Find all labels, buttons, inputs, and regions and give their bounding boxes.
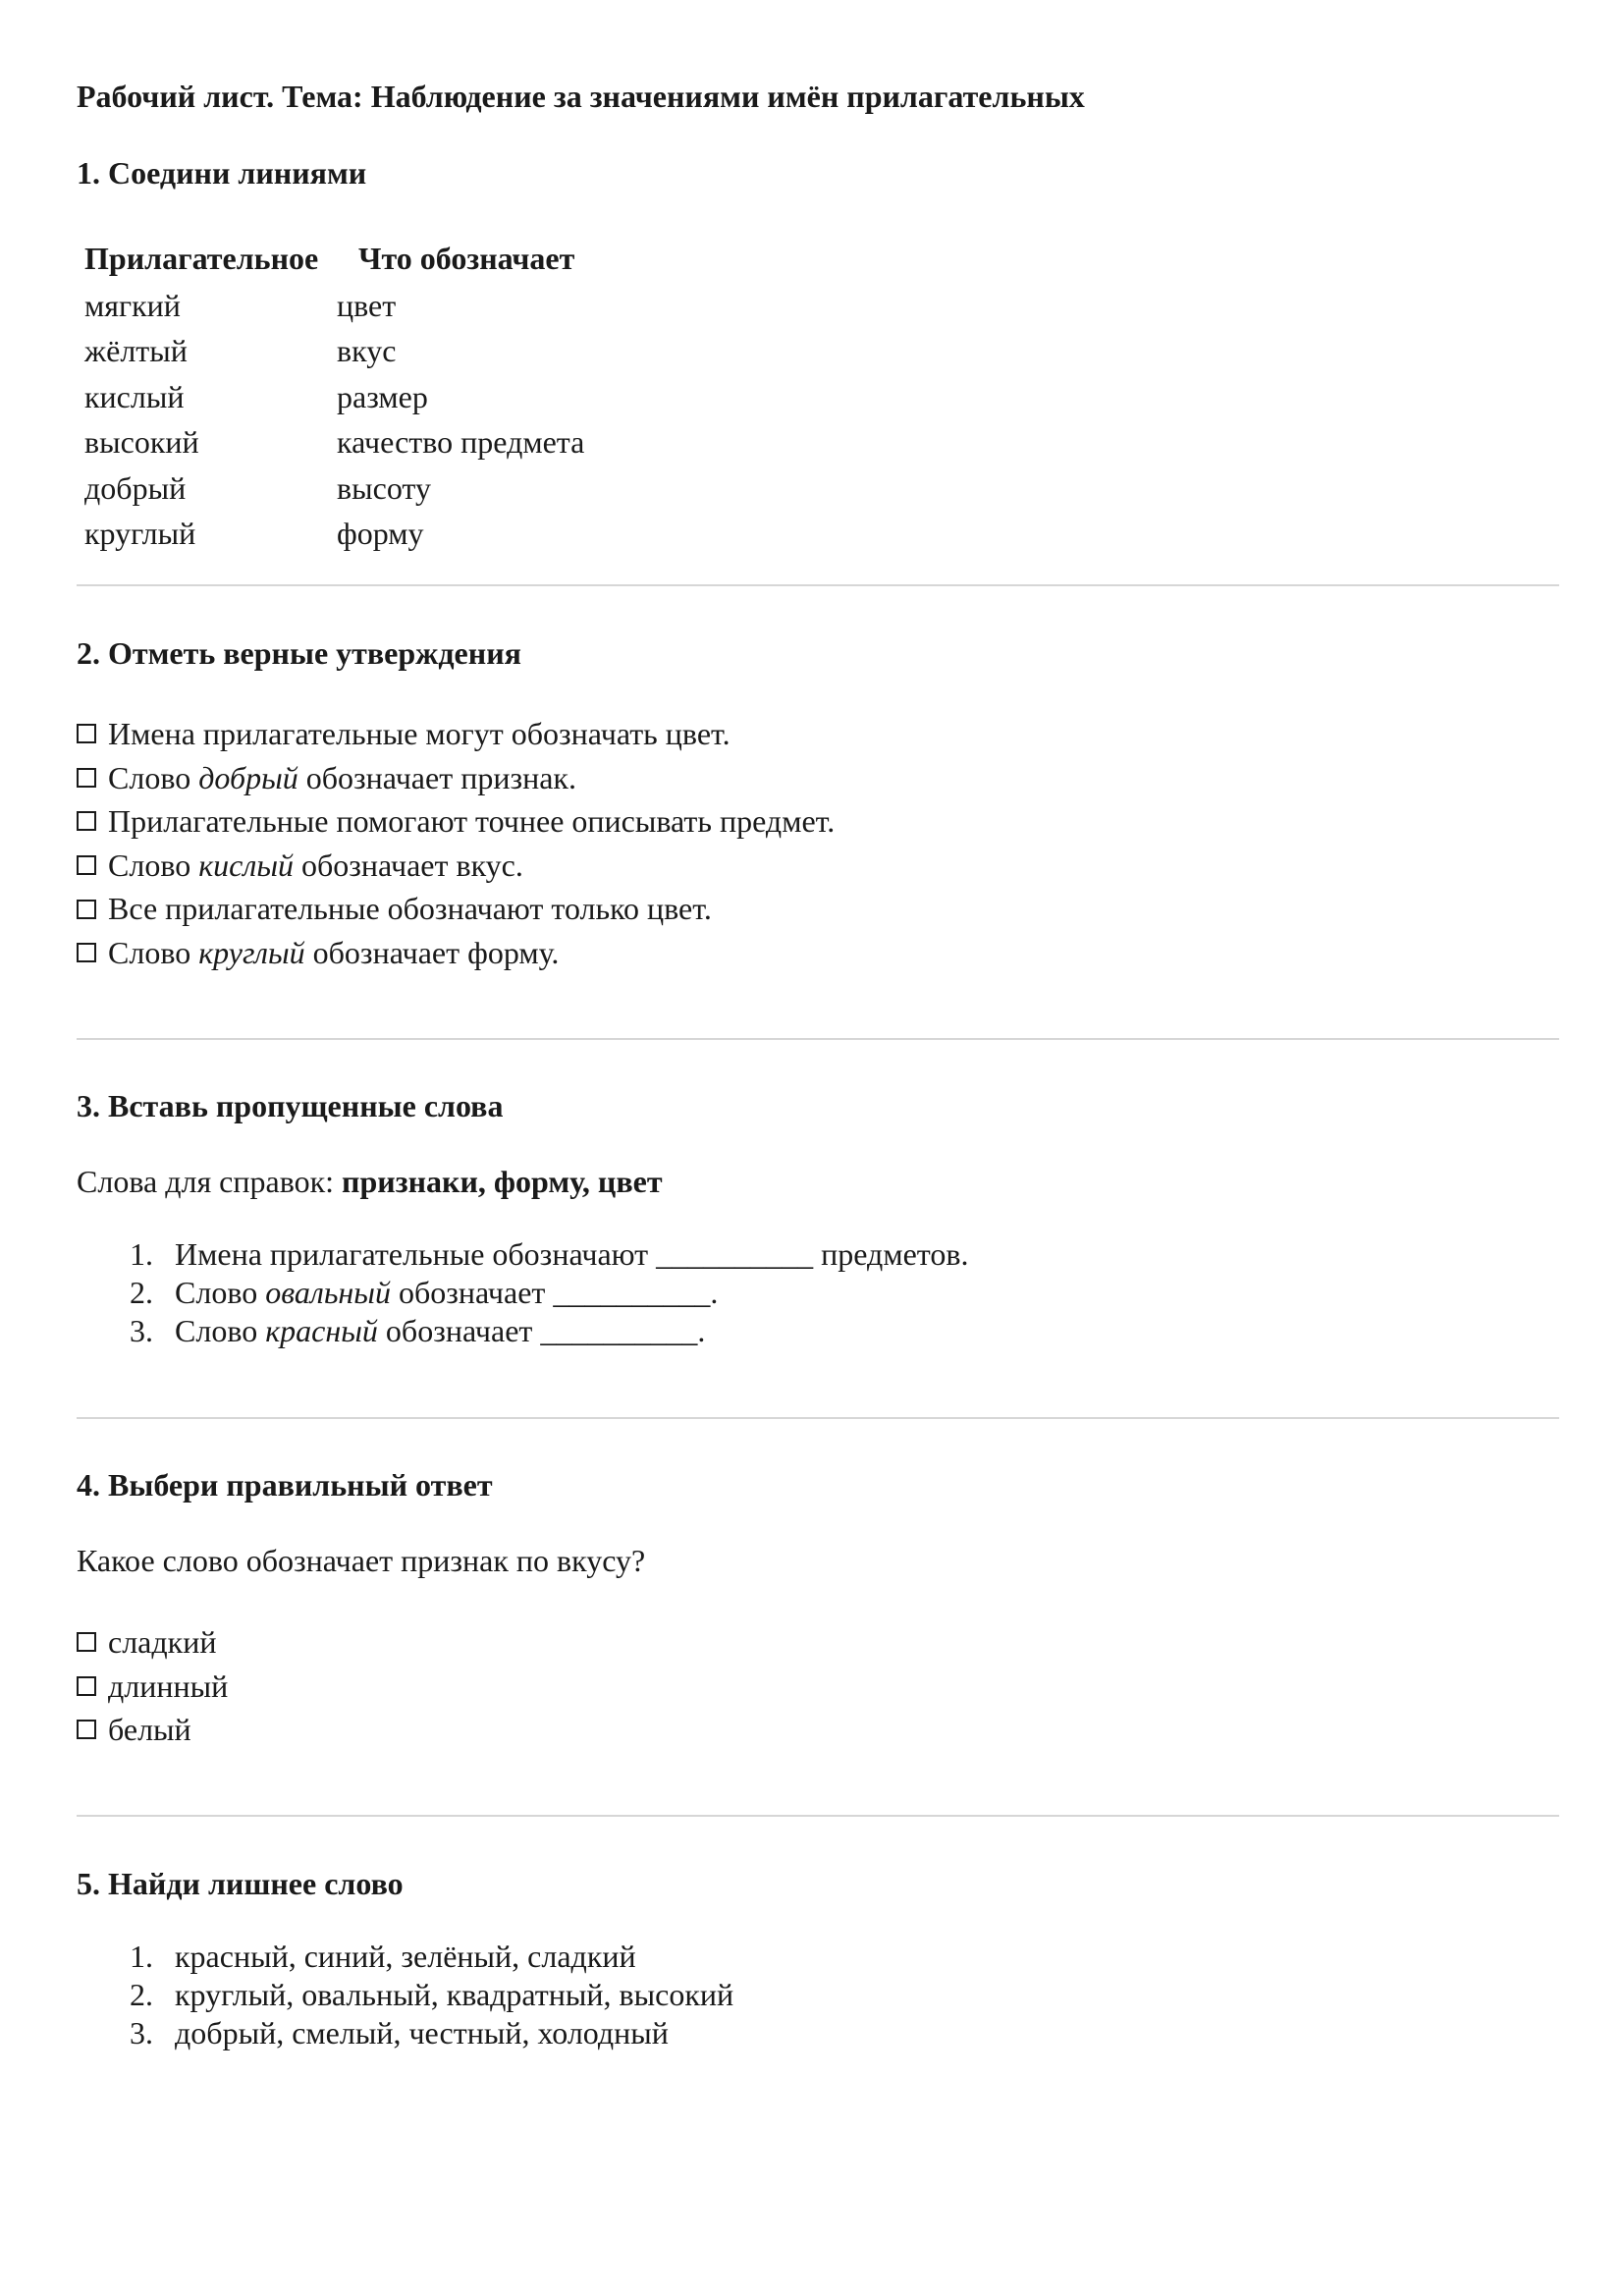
hint-words: признаки, форму, цвет (342, 1164, 663, 1199)
list-item (77, 712, 835, 756)
item-number: 1. (130, 1236, 153, 1272)
option-label: белый (108, 1712, 191, 1748)
sentence-text: обозначает (390, 1275, 554, 1310)
checkbox[interactable] (77, 811, 96, 831)
section4-heading: 4. Выбери правильный ответ (77, 1467, 493, 1503)
list-item (77, 1976, 733, 2014)
table-row (84, 329, 584, 375)
sentence-text: предметов. (813, 1236, 969, 1272)
statement-text: обозначает признак. (298, 759, 576, 795)
sentence-text: Имена прилагательные обозначают (175, 1236, 657, 1272)
option-label: сладкий (108, 1624, 217, 1660)
checkbox[interactable] (77, 900, 96, 919)
meaning-cell[interactable]: форму (337, 516, 424, 552)
word-group: добрый, смелый, честный, холодный (175, 2015, 669, 2050)
fill-blanks-list (77, 1235, 968, 1350)
table-row (84, 512, 584, 558)
meaning-cell[interactable]: вкус (337, 333, 397, 369)
section2-heading: 2. Отметь верные утверждения (77, 635, 521, 671)
adjective-cell[interactable]: жёлтый (84, 333, 188, 369)
section-divider (77, 1815, 1559, 1817)
section1-heading: 1. Соедини линиями (77, 155, 367, 191)
statement-text: Все прилагательные обозначают только цвет. (108, 891, 712, 927)
list-item (77, 1665, 228, 1709)
section-divider (77, 584, 1559, 586)
adjective-cell[interactable]: добрый (84, 469, 187, 506)
sentence-text: . (710, 1275, 719, 1310)
section-divider (77, 1417, 1559, 1419)
list-item (77, 1620, 228, 1665)
table-row (84, 283, 584, 329)
meaning-cell[interactable]: размер (337, 378, 428, 414)
list-item (77, 2014, 733, 2052)
hint-label: Слова для справок: (77, 1164, 343, 1199)
item-number: 3. (130, 1313, 153, 1348)
hint-line (77, 1164, 663, 1200)
statement-text: Слово (108, 847, 199, 883)
statement-word: круглый (198, 934, 305, 970)
option-label: длинный (108, 1667, 229, 1704)
item-number: 2. (130, 1275, 153, 1310)
sentence-text: Слово (175, 1313, 266, 1348)
odd-word-list (77, 1938, 733, 2052)
statement-text: обозначает форму. (304, 934, 560, 970)
list-item (77, 1274, 968, 1312)
section3-heading: 3. Вставь пропущенные слова (77, 1088, 504, 1123)
item-number: 2. (130, 1977, 153, 2012)
word-group: круглый, овальный, квадратный, высокий (175, 1977, 734, 2012)
list-item (77, 844, 835, 888)
page-title: Рабочий лист. Тема: Наблюдение за значениями имён прилагательных (77, 79, 1085, 114)
statements-checklist (77, 712, 835, 975)
column-header-meaning: Что обозначает (358, 240, 575, 276)
adjective-cell[interactable]: высокий (84, 424, 199, 461)
meaning-cell[interactable]: качество предмета (337, 424, 585, 461)
table-header-row (84, 234, 584, 283)
answer-options (77, 1620, 228, 1752)
item-number: 1. (130, 1939, 153, 1974)
list-item (77, 1708, 228, 1752)
adjective-cell[interactable]: кислый (84, 378, 185, 414)
statement-word: добрый (198, 759, 298, 795)
matching-table (84, 234, 584, 557)
meaning-cell[interactable]: цвет (337, 287, 397, 323)
section5-heading: 5. Найди лишнее слово (77, 1866, 404, 1901)
list-item (77, 756, 835, 800)
statement-text: Имена прилагательные могут обозначать цвет. (108, 716, 730, 751)
statement-text: Слово (108, 934, 199, 970)
item-number: 3. (130, 2015, 153, 2050)
sentence-word: красный (265, 1313, 378, 1348)
checkbox[interactable] (77, 943, 96, 962)
checkbox[interactable] (77, 855, 96, 875)
list-item (77, 887, 835, 931)
statement-text: Слово (108, 759, 199, 795)
adjective-cell[interactable]: мягкий (84, 287, 181, 323)
sentence-text: обозначает (377, 1313, 541, 1348)
checkbox[interactable] (77, 1676, 96, 1696)
column-header-adjective: Прилагательное (84, 240, 319, 276)
checkbox[interactable] (77, 1720, 96, 1739)
list-item (77, 1312, 968, 1350)
table-row (84, 465, 584, 512)
table-row (84, 374, 584, 420)
question-text: Какое слово обозначает признак по вкусу? (77, 1543, 646, 1578)
sentence-text: . (697, 1313, 706, 1348)
sentence-text: Слово (175, 1275, 266, 1310)
statement-text: Прилагательные помогают точнее описывать предмет. (108, 803, 836, 840)
sentence-word: овальный (265, 1275, 391, 1310)
list-item (77, 931, 835, 975)
section-divider (77, 1038, 1559, 1040)
checkbox[interactable] (77, 724, 96, 743)
adjective-cell[interactable]: круглый (84, 516, 196, 552)
statement-text: обозначает вкус. (294, 847, 523, 883)
answer-blank[interactable]: __________ (656, 1236, 814, 1272)
checkbox[interactable] (77, 768, 96, 788)
checkbox[interactable] (77, 1632, 96, 1652)
statement-word: кислый (198, 847, 294, 883)
answer-blank[interactable]: __________ (540, 1313, 698, 1348)
list-item (77, 799, 835, 844)
list-item (77, 1938, 733, 1976)
table-row (84, 420, 584, 466)
word-group: красный, синий, зелёный, сладкий (175, 1939, 636, 1974)
answer-blank[interactable]: __________ (553, 1275, 711, 1310)
meaning-cell[interactable]: высоту (337, 469, 431, 506)
list-item (77, 1235, 968, 1274)
